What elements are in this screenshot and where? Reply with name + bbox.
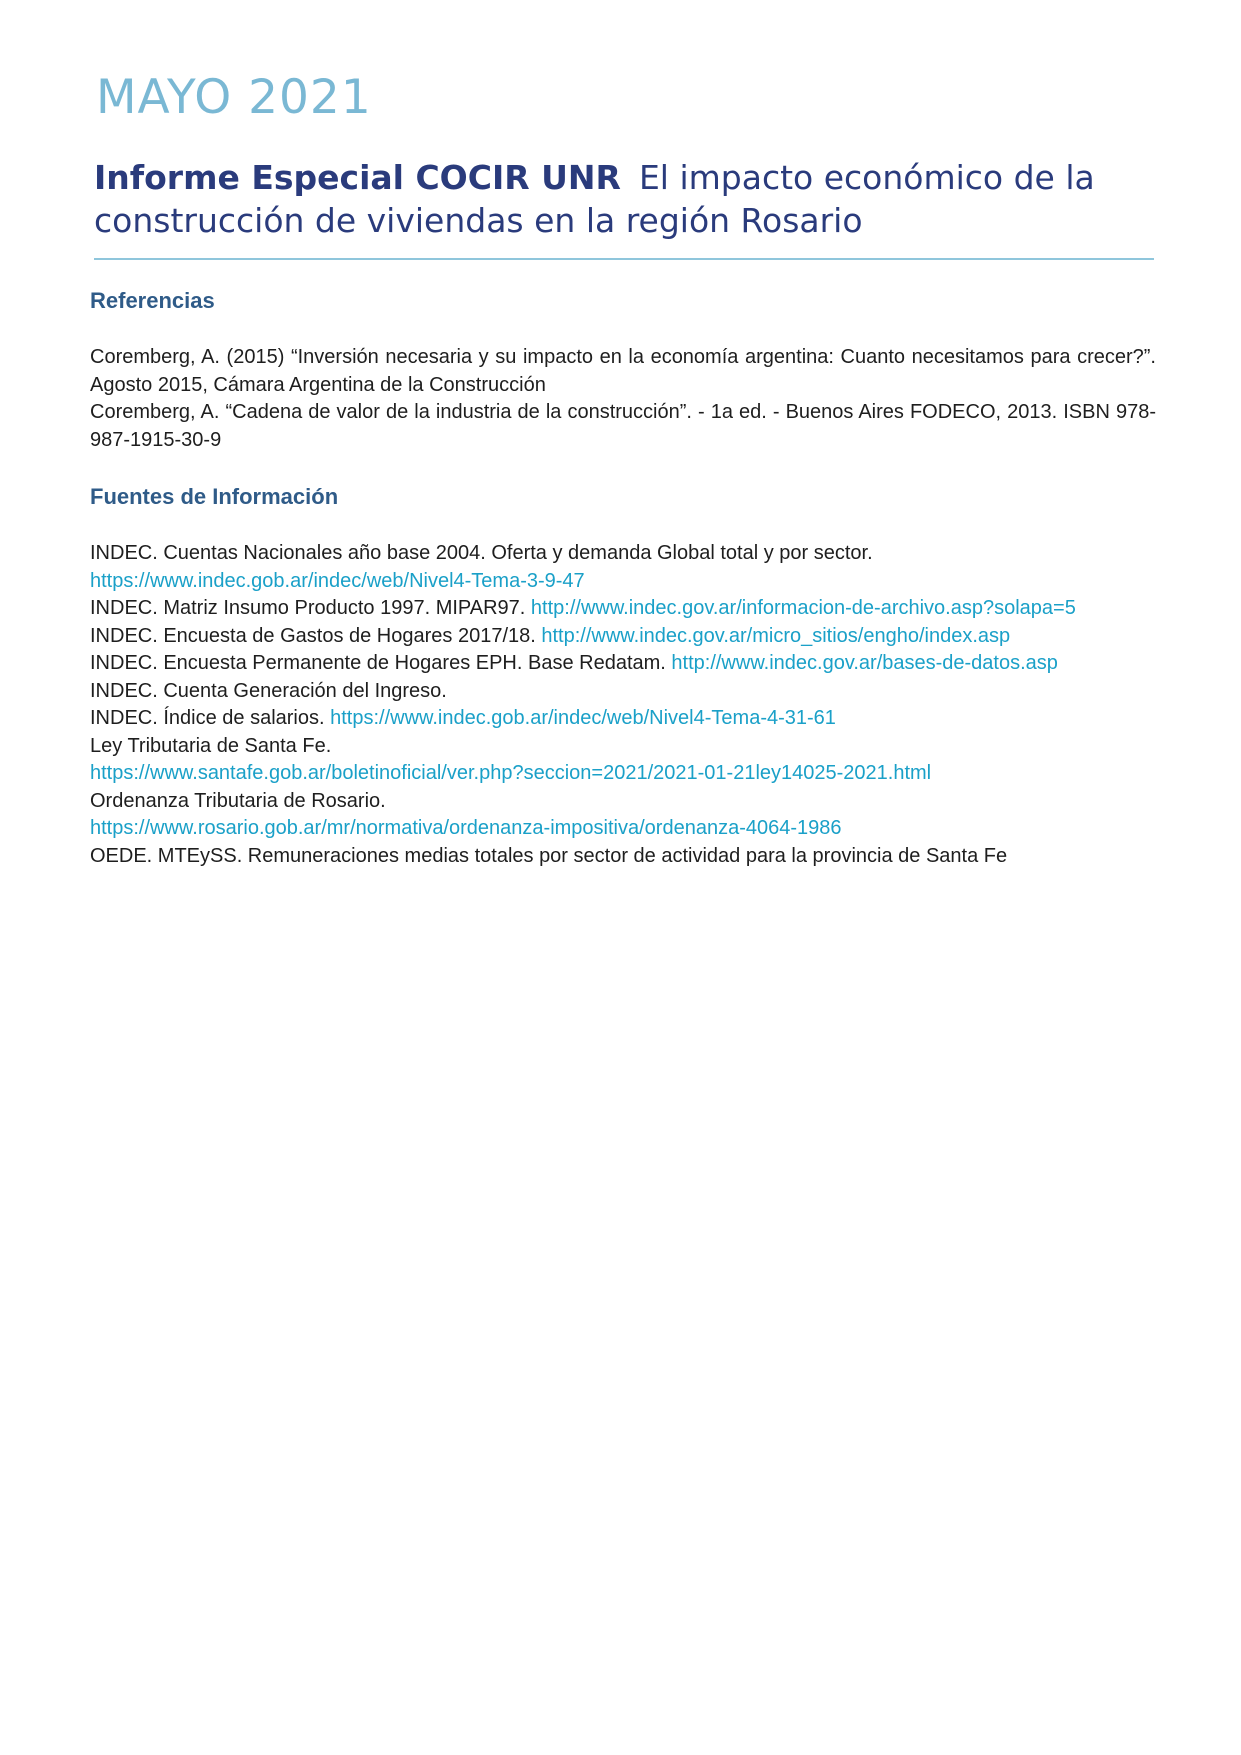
source-line <box>90 705 1170 733</box>
source-text: OEDE. MTEySS. Remuneraciones medias totales por sector de actividad para la provincia de Santa Fe <box>90 844 1008 867</box>
report-title-bold: Informe Especial COCIR UNR <box>94 158 621 197</box>
source-link[interactable]: https://www.indec.gob.ar/indec/web/Nivel4-Tema-3-9-47 <box>90 569 585 592</box>
source-line <box>90 678 1170 706</box>
source-link[interactable]: https://www.indec.gob.ar/indec/web/Nivel4-Tema-4-31-61 <box>330 707 836 729</box>
section-heading-referencias: Referencias <box>90 288 215 313</box>
reference-item: Coremberg, A. (2015) “Inversión necesaria y su impacto en la economía argentina: Cuanto necesitamos para crecer?”. Agosto 2015, Cámara Argentina de la Construcción <box>90 346 1156 396</box>
source-text: INDEC. Encuesta de Gastos de Hogares 2017/18. <box>90 624 542 647</box>
source-line <box>90 788 1170 816</box>
source-text: Ley Tributaria de Santa Fe. <box>90 734 332 757</box>
source-text: INDEC. Encuesta Permanente de Hogares EPH. Base Redatam. <box>90 652 672 674</box>
source-text: INDEC. Cuenta Generación del Ingreso. <box>90 679 447 702</box>
report-date: MAYO 2021 <box>96 70 372 125</box>
source-link[interactable]: http://www.indec.gov.ar/micro_sitios/engho/index.asp <box>541 624 1011 647</box>
source-line <box>90 595 1170 623</box>
source-line <box>90 815 1170 843</box>
reference-item: Coremberg, A. “Cadena de valor de la industria de la construcción”. - 1a ed. - Buenos Aires FODECO, 2013. ISBN 978-987-1915-30-9 <box>90 401 1156 451</box>
report-title <box>94 156 1154 242</box>
references-list <box>90 344 1156 454</box>
source-line <box>90 760 1170 788</box>
report-title-rest: El impacto económico de la construcción de viviendas en la región Rosario <box>94 158 1095 240</box>
source-text: INDEC. Índice de salarios. <box>90 707 331 729</box>
source-link[interactable]: http://www.indec.gov.ar/bases-de-datos.asp <box>671 652 1058 674</box>
source-text: INDEC. Cuentas Nacionales año base 2004. Oferta y demanda Global total y por sector. <box>90 542 873 564</box>
source-line <box>90 568 1170 596</box>
source-line <box>90 733 1170 761</box>
header-divider <box>94 258 1154 260</box>
source-link[interactable]: http://www.indec.gov.ar/informacion-de-archivo.asp?solapa=5 <box>530 597 1076 619</box>
sources-list <box>90 540 1170 870</box>
source-line <box>90 623 1170 651</box>
source-line <box>90 843 1170 871</box>
section-heading-fuentes: Fuentes de Información <box>90 484 339 509</box>
source-line <box>90 540 1170 568</box>
source-text: INDEC. Matriz Insumo Producto 1997. MIPAR97. <box>90 597 531 619</box>
source-link[interactable]: https://www.rosario.gob.ar/mr/normativa/ordenanza-impositiva/ordenanza-4064-1986 <box>90 817 842 839</box>
source-link[interactable]: https://www.santafe.gob.ar/boletinoficial/ver.php?seccion=2021/2021-01-21ley14025-2021.html <box>90 762 932 784</box>
source-line <box>90 650 1170 678</box>
source-text: Ordenanza Tributaria de Rosario. <box>90 789 386 812</box>
